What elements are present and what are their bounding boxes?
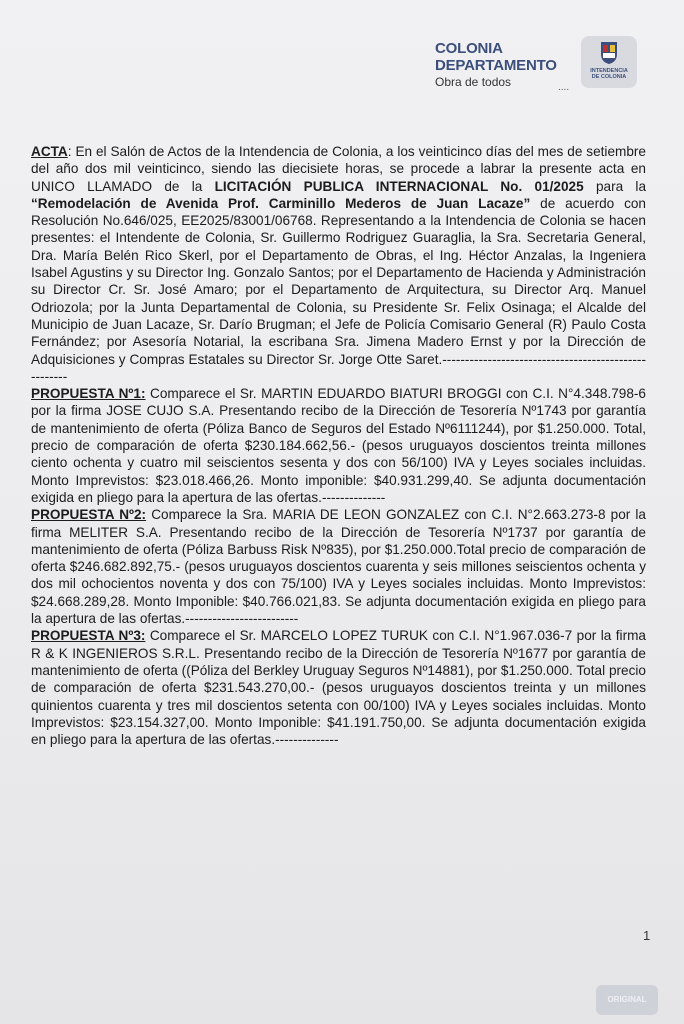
proposal-2-label: PROPUESTA Nº2:	[31, 507, 147, 523]
page-number: 1	[643, 928, 651, 943]
intendencia-crest	[581, 36, 637, 88]
proposal-1-label: PROPUESTA Nº1:	[31, 386, 146, 402]
crest-shield-icon	[600, 41, 618, 65]
crest-label-2: DE COLONIA	[591, 74, 627, 80]
brand-line-2: DEPARTAMENTO	[435, 57, 557, 74]
crest-caption	[581, 68, 637, 80]
acta-dashes: -----------------------------------------------------	[31, 351, 646, 384]
acta-paragraph	[31, 143, 646, 385]
project-title: “Remodelación de Avenida Prof. Carminillo Mederos de Juan Lacaze”	[31, 195, 531, 211]
proposal-3-text: Comparece el Sr. MARCELO LOPEZ TURUK con C.I. N°1.967.036-7 por la firma R & K INGENIEROS S.R.L. Presentando recibo de la Dirección de Tesorería Nº1677 por garantía de mantenimiento de oferta ((Póliza del Berkley Uruguay Seguros Nº14881), por $1.250.000. Total precio de comparación de oferta $231.543.270,00.- (pesos uruguayos doscientos treinta y un millones quinientos cuarenta y tres mil doscientos setenta con 00/100) IVA y Leyes sociales incluidas. Monto Imprevistos: $23.154.327,00. Monto Imponible: $41.191.750,00. Se adjunta documentación exigida en pliego para la apertura de las ofertas.	[31, 628, 646, 748]
brand-line-1: COLONIA	[435, 40, 503, 57]
proposal-2-text: Comparece la Sra. MARIA DE LEON GONZALEZ con C.I. N°2.663.273-8 por la firma MELITER S.A. Presentando recibo de la Dirección de Tesorería Nº1737 por garantía de mantenimiento de oferta (Póliza Barbuss Risk Nº835), por $1.250.000.Total precio de comparación de oferta $246.682.892,75.- (pesos uruguayos doscientos cuarenta y seis millones seiscientos ochenta y dos mil ochocientos noventa y dos con 75/100) IVA y Leyes sociales incluidas. Monto Imprevistos: $24.668.289,28. Monto Imponible: $40.766.021,83. Se adjunta documentación exigida en pliego para la apertura de las ofertas.	[31, 507, 646, 627]
proposal-1-dashes: --------------	[321, 489, 386, 505]
acta-body	[31, 143, 646, 748]
original-stamp: ORIGINAL	[596, 985, 658, 1015]
acta-text-3: de acuerdo con Resolución No.646/025, EE2025/83001/06768. Representando a la Intendencia de Colonia se hacen presentes: el Intendente de Colonia, Sr. Guillermo Rodriguez Guaraglia, la Sra. Secretaria General, Dra. María Belén Rico Skerl, por el Departamento de Obras, el Ing. Héctor Anzalas, la Ingeniera Isabel Agustins y su Director Ing. Gonzalo Santos; por el Departamento de Hacienda y Administración su Director Cr. Sr. José Amaro; por el Departamento de Arquitectura, su Director Arq. Manuel Odriozola; por la Junta Departamental de Colonia, su Presidente Sr. Felix Osinaga; el Alcalde del Municipio de Juan Lacaze, Sr. Darío Brugman; el Jefe de Policía Comisario General (R) Paulo Costa Fernández; por Asesoría Notarial, la escribana Sra. Jimena Madero Ernst y por la Dirección de Adquisiciones y Compras Estatales su Director Sr. Jorge Otte Saret.	[31, 195, 646, 367]
crest-label-1: INTENDENCIA	[590, 68, 628, 74]
acta-text-1: : En el Salón de Actos de la Intendencia de Colonia, a los veinticinco días del mes de setiembre del año dos mil veinticinco, siendo las diecisiete horas, se procede a labrar la presente acta en UNICO LLAMADO de la	[31, 144, 646, 194]
proposal-1-text: Comparece el Sr. MARTIN EDUARDO BIATURI BROGGI con C.I. N°4.348.798-6 por la firma JOSE CUJO S.A. Presentando recibo de la Dirección de Tesorería Nº1743 por garantía de mantenimiento de oferta (Póliza Banco de Seguros del Estado Nº6111244), por $1.250.000. Total, precio de comparación de oferta $230.184.662,56.- (pesos uruguayos doscientos treinta millones ciento ochenta y cuatro mil seiscientos sesenta y dos con 56/100) IVA y Leyes sociales incluidas. Monto Imprevistos: $23.018.466,26. Monto imponible: $40.931.299,40. Se adjunta documentación exigida en pliego para la apertura de las ofertas.	[31, 386, 646, 505]
proposal-3	[31, 627, 646, 748]
acta-label: ACTA	[31, 144, 68, 159]
proposal-3-label: PROPUESTA Nº3:	[31, 628, 146, 644]
proposal-2	[31, 506, 646, 627]
slogan-dots: ....	[558, 82, 570, 93]
proposal-2-dashes: -------------------------	[185, 611, 299, 627]
brand-slogan: Obra de todos	[435, 75, 512, 89]
acta-text-2: para la	[583, 178, 647, 194]
proposal-1	[31, 385, 646, 506]
colonia-logo	[435, 40, 575, 90]
proposal-3-dashes: --------------	[275, 732, 339, 748]
licitacion-title: LICITACIÓN PUBLICA INTERNACIONAL No. 01/2025	[214, 178, 584, 194]
